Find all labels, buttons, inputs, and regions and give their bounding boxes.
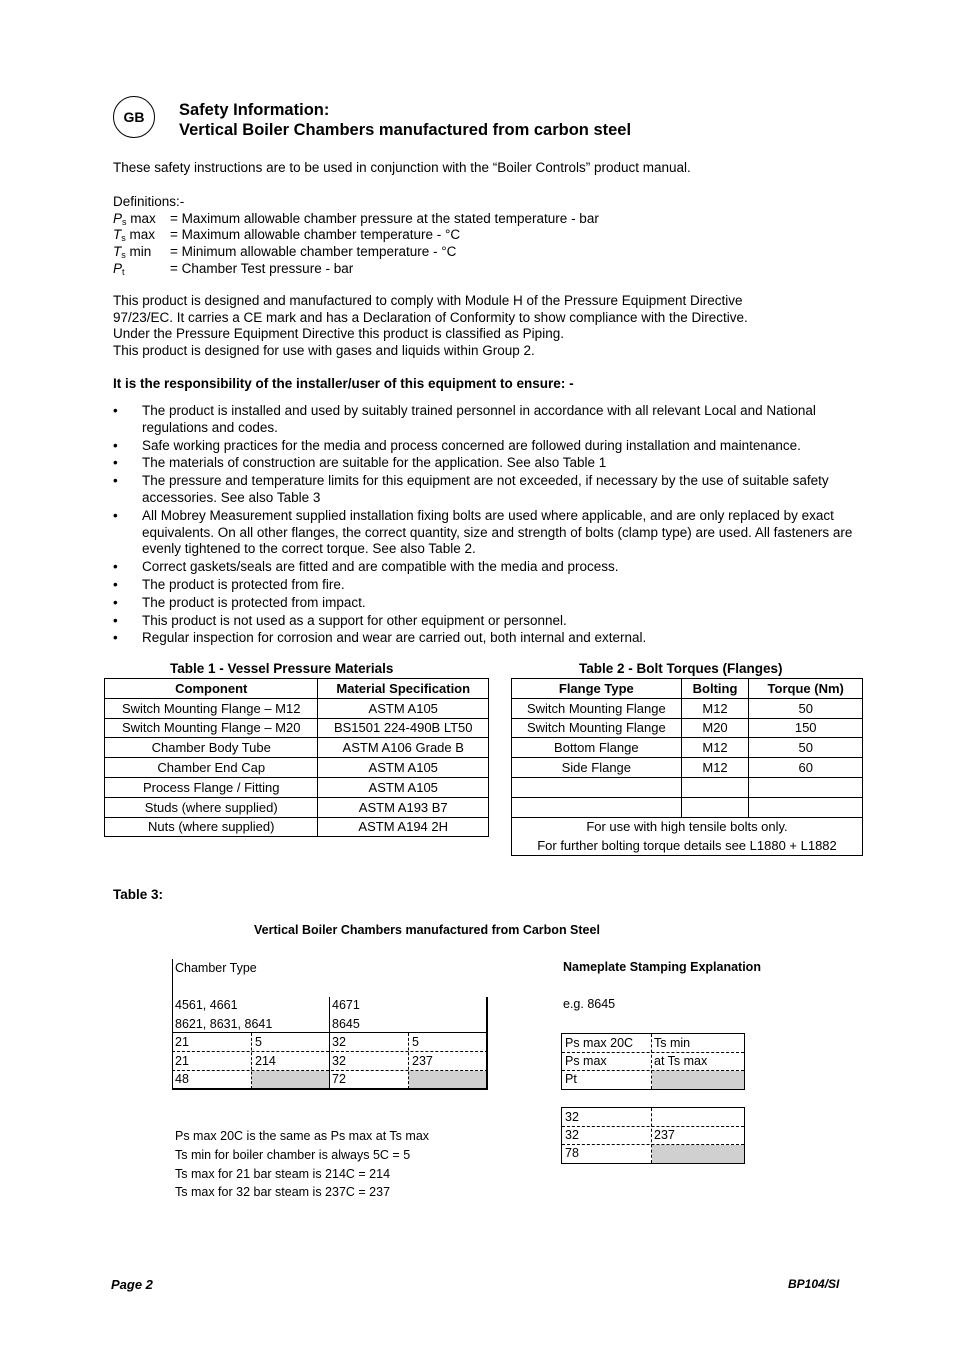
definitions: [113, 194, 599, 277]
bullet-item: [113, 577, 873, 594]
ped-line-2: 97/23/EC. It carries a CE mark and has a Declaration of Conformity to show compliance with the Directive.: [113, 309, 748, 325]
bullet-icon: •: [113, 594, 118, 610]
document-code: BP104/SI: [788, 1277, 840, 1291]
table-cell: Process Flange / Fitting: [105, 777, 318, 797]
page-title: [179, 100, 631, 140]
table1-header-material: Material Specification: [318, 679, 489, 699]
country-badge: GB: [113, 96, 155, 138]
t3-cell: 32: [332, 1054, 346, 1068]
group-a-models-2: 8621, 8631, 8641: [175, 1017, 273, 1031]
table-row: [105, 698, 489, 718]
table-cell: ASTM A105: [318, 758, 489, 778]
bullet-item: [113, 455, 873, 472]
table3-note: Ts max for 32 bar steam is 237C = 237: [175, 1185, 391, 1200]
t3-cell: 21: [175, 1054, 189, 1068]
example-cell: 78: [565, 1146, 579, 1160]
table3-label: Table 3:: [113, 887, 164, 902]
table-cell: ASTM A105: [318, 698, 489, 718]
table-row: [512, 738, 863, 758]
table2-header-bolting: Bolting: [681, 679, 749, 699]
legend-cell: Ps max: [565, 1054, 607, 1068]
table-cell: M12: [681, 758, 749, 778]
ped-paragraph: [113, 293, 748, 360]
table2-note-2: For further bolting torque details see L1880 + L1882: [512, 836, 863, 855]
table-cell: M12: [681, 738, 749, 758]
bullet-icon: •: [113, 630, 118, 646]
t3-cell: 72: [332, 1072, 346, 1086]
table-cell: Bottom Flange: [512, 738, 682, 758]
group-b-models-1: 4671: [332, 998, 360, 1012]
bullet-text: Regular inspection for corrosion and wear are carried out, both internal and external.: [142, 630, 647, 646]
t3-cell: 32: [332, 1035, 346, 1049]
table-cell: Nuts (where supplied): [105, 817, 318, 837]
ped-line-3: Under the Pressure Equipment Directive this product is classified as Piping.: [113, 326, 564, 342]
table-row: [105, 777, 489, 797]
bullet-text: The pressure and temperature limits for this equipment are not exceeded, if necessary by the use of suitable safety accessories. See also Table 3: [142, 473, 829, 505]
bullet-item: [113, 403, 873, 437]
example-cell: 237: [654, 1128, 675, 1142]
t3-cell: 5: [412, 1035, 419, 1049]
bullet-text: The product is installed and used by suitably trained personnel in accordance with all relevant Local and National regulations and codes.: [142, 403, 816, 435]
table1: [104, 678, 489, 837]
definition-symbol: $P_s$ max: [113, 210, 156, 227]
table3-note: Ts min for boiler chamber is always 5C = 5: [175, 1147, 411, 1162]
table2-header-torque: Torque (Nm): [749, 679, 863, 699]
table3-heading: Vertical Boiler Chambers manufactured from Carbon Steel: [254, 923, 600, 937]
table2-note-1: For use with high tensile bolts only.: [512, 817, 863, 836]
legend-cell: at Ts max: [654, 1054, 708, 1068]
table-row: [512, 698, 863, 718]
bullet-icon: •: [113, 576, 118, 592]
bullet-text: Safe working practices for the media and process concerned are followed during installation and maintenance.: [142, 437, 801, 453]
definition-row: [113, 211, 599, 228]
ped-line-4: This product is designed for use with gases and liquids within Group 2.: [113, 343, 535, 359]
table-cell: [681, 797, 749, 817]
nameplate-example-values: [561, 1107, 745, 1164]
table-row: [105, 758, 489, 778]
bullet-text: The materials of construction are suitable for the application. See also Table 1: [142, 455, 607, 471]
legend-cell: Ts min: [654, 1036, 691, 1050]
table-cell: Switch Mounting Flange: [512, 718, 682, 738]
title-line-2: Vertical Boiler Chambers manufactured from carbon steel: [179, 121, 632, 139]
chamber-type-label: Chamber Type: [175, 961, 257, 975]
nameplate-heading: Nameplate Stamping Explanation: [563, 960, 761, 974]
bullet-item: [113, 630, 873, 647]
bullet-item: [113, 438, 873, 455]
table-row: [105, 738, 489, 758]
table3-note: Ps max 20C is the same as Ps max at Ts max: [175, 1129, 430, 1143]
definition-symbol: $T_s$ min: [113, 244, 152, 261]
chamber-type-table: [172, 959, 488, 1089]
bullet-item: [113, 613, 873, 630]
t3-cell: 237: [412, 1054, 433, 1068]
bullet-icon: •: [113, 612, 118, 628]
ped-line-1: This product is designed and manufactured to comply with Module H of the Pressure Equipment Directive: [113, 293, 743, 308]
bullet-icon: •: [113, 437, 118, 453]
table2: [511, 678, 863, 856]
title-line-1: Safety Information:: [179, 101, 330, 119]
table-cell: [749, 797, 863, 817]
table-cell: M20: [681, 718, 749, 738]
page-number: Page 2: [111, 1277, 153, 1292]
definition-symbol: $T_s$ max: [113, 227, 156, 244]
table-cell: [512, 797, 682, 817]
table-row: [105, 797, 489, 817]
group-a-models-1: 4561, 4661: [175, 998, 238, 1012]
bullet-item: [113, 595, 873, 612]
definition-text: = Maximum allowable chamber temperature - °C: [170, 227, 461, 243]
table-row: [105, 718, 489, 738]
bullet-text: All Mobrey Measurement supplied installation fixing bolts are used where applicable, and are only replaced by exact equivalents. On all other flanges, the correct quantity, size and strength of bolts (clamp type) are used. All fasteners are evenly tightened to the correct torque. See also Table 2.: [142, 507, 853, 557]
definition-row: [113, 227, 599, 244]
example-cell: 32: [565, 1128, 579, 1142]
legend-cell: Pt: [565, 1072, 577, 1086]
t3-cell: 21: [175, 1035, 189, 1049]
table-cell: Studs (where supplied): [105, 797, 318, 817]
table-row: [512, 777, 863, 797]
definition-text: = Maximum allowable chamber pressure at the stated temperature - bar: [170, 210, 599, 226]
table-row: [512, 718, 863, 738]
table-cell: ASTM A105: [318, 777, 489, 797]
table-cell: 50: [749, 698, 863, 718]
responsibility-list: [113, 403, 873, 648]
table-cell: [512, 777, 682, 797]
table-cell: ASTM A194 2H: [318, 817, 489, 837]
definition-text: = Chamber Test pressure - bar: [170, 260, 354, 276]
nameplate-example: e.g. 8645: [563, 997, 616, 1011]
table2-header-flange: Flange Type: [512, 679, 682, 699]
table-cell: M12: [681, 698, 749, 718]
definition-row: [113, 261, 599, 278]
table-cell: Switch Mounting Flange: [512, 698, 682, 718]
bullet-icon: •: [113, 455, 118, 471]
bullet-item: [113, 559, 873, 576]
table-cell: Chamber Body Tube: [105, 738, 318, 758]
table-cell: Switch Mounting Flange – M20: [105, 718, 318, 738]
bullet-icon: •: [113, 403, 118, 418]
table-cell: Chamber End Cap: [105, 758, 318, 778]
table-cell: Side Flange: [512, 758, 682, 778]
responsibility-heading: It is the responsibility of the installer/user of this equipment to ensure: -: [113, 376, 574, 391]
table1-caption: Table 1 - Vessel Pressure Materials: [170, 661, 394, 676]
definition-symbol: $P_t$: [113, 260, 125, 277]
table-cell: Switch Mounting Flange – M12: [105, 698, 318, 718]
bullet-icon: •: [113, 473, 118, 489]
bullet-item: [113, 508, 873, 558]
table-cell: [681, 777, 749, 797]
bullet-item: [113, 473, 873, 507]
t3-cell: 214: [255, 1054, 276, 1068]
table-row: [105, 817, 489, 837]
t3-cell: 5: [255, 1035, 262, 1049]
bullet-icon: •: [113, 507, 118, 523]
group-b-models-2: 8645: [332, 1017, 360, 1031]
table-cell: BS1501 224-490B LT50: [318, 718, 489, 738]
intro-text: These safety instructions are to be used in conjunction with the “Boiler Controls” product manual.: [113, 160, 691, 175]
bullet-icon: •: [113, 559, 118, 575]
definition-row: [113, 244, 599, 261]
table1-header-component: Component: [105, 679, 318, 699]
table-cell: ASTM A106 Grade B: [318, 738, 489, 758]
example-cell: 32: [565, 1110, 579, 1124]
table-row: [512, 758, 863, 778]
table-cell: [749, 777, 863, 797]
nameplate-legend: [561, 1033, 745, 1090]
bullet-text: The product is protected from impact.: [142, 594, 366, 610]
definitions-heading: Definitions:-: [113, 194, 185, 209]
t3-cell: 48: [175, 1072, 189, 1086]
bullet-text: The product is protected from fire.: [142, 576, 345, 592]
bullet-text: Correct gaskets/seals are fitted and are compatible with the media and process.: [142, 559, 619, 575]
table-row: [512, 797, 863, 817]
table-cell: 60: [749, 758, 863, 778]
table2-caption: Table 2 - Bolt Torques (Flanges): [579, 661, 783, 676]
table-cell: 150: [749, 718, 863, 738]
table-cell: ASTM A193 B7: [318, 797, 489, 817]
table3-note: Ts max for 21 bar steam is 214C = 214: [175, 1166, 391, 1181]
table3-notes: [175, 1127, 429, 1202]
bullet-text: This product is not used as a support for other equipment or personnel.: [142, 612, 567, 628]
legend-cell: Ps max 20C: [565, 1036, 634, 1050]
definition-text: = Minimum allowable chamber temperature - °C: [170, 244, 457, 260]
definitions-list: [113, 211, 599, 278]
table-cell: 50: [749, 738, 863, 758]
